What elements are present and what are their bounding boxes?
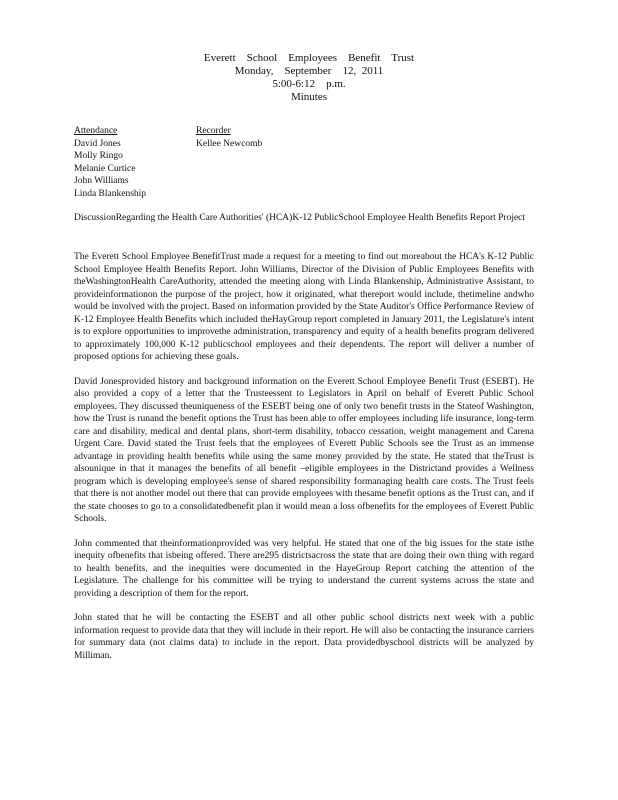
minutes-body bbox=[74, 251, 534, 674]
recorder-heading: Recorder bbox=[196, 126, 231, 136]
paragraph-next-steps: John stated that he will be contacting the ESEBT and all other public school districts next week with a public information request to provide data that they will include in their report. He will also be contacting the insurance carriers for summary data (not claims data) to include in the report. Data providedbyschool districts will be analyzed by Milliman. bbox=[74, 613, 534, 661]
attendee-name: John Williams bbox=[74, 176, 129, 186]
recorder-name: Kellee Newcomb bbox=[196, 138, 263, 149]
attendance-list bbox=[74, 125, 146, 200]
attendee-name: Melanie Curtice bbox=[74, 163, 136, 174]
header-minutes: Minutes bbox=[290, 91, 328, 103]
recorder-block bbox=[196, 125, 262, 150]
paragraph-history: David Jonesprovided history and background information on the Everett School Employee Benefit Trust (ESEBT). He also provided a copy of a letter that the Trusteessent to Legislators in April on behalf of Everett Public School employees. They discussed theuniqueness of the ESEBT being one of only two benefit trusts in the Stateof Washington, how the Trust is runand the benefit options the Trust has been able to offer employees including life insurance, long-term care and disability, medical and dental plans, short-term disability, tobacco cessation, weight management and Carena Urgent Care. David stated the Trust feels that the employees of Everett Public Schools see the Trust as an immense advantage in providing health benefits while using the same money provided by the state. He stated that theTrust is alsounique in that it manages the benefits of all benefit –eligible employees in the Districtand provides a Wellness program which is developing employee's sense of shared responsibility formanaging health care costs. The Trust feels that there is not another model out there that can provide employees with thesame benefit options as the Trust can, and if the state chooses to go to a consolidatedbenefit plan it would mean a loss ofbenefits for the employees of Everett Public Schools. bbox=[74, 376, 534, 524]
attendee-name: Linda Blankenship bbox=[74, 188, 147, 199]
document-header bbox=[0, 52, 618, 104]
paragraph-comments: John commented that theinformationprovided was very helpful. He stated that one of the big issues for the state isthe inequity ofbenefits that isbeing offered. There are295 districtsacross the state that are doing their own thing with regard to health benefits, and the inequities were documented in the HayeGroup Report catching the attention of the Legislature. The challenge for his committee will be trying to understand the current systems across the state and providing a description of them for the report. bbox=[74, 538, 534, 599]
attendee-name: David Jones bbox=[74, 138, 121, 149]
attendee-name: Molly Ringo bbox=[74, 151, 123, 161]
header-date: Monday, September 12, 2011 bbox=[234, 65, 384, 77]
header-title: Everett School Employees Benefit Trust bbox=[203, 52, 415, 64]
header-time: 5:00-6:12 p.m. bbox=[272, 78, 346, 90]
attendance-heading: Attendance bbox=[74, 126, 118, 136]
discussion-subject: DiscussionRegarding the Health Care Authorities' (HCA)K-12 PublicSchool Employee Health Benefits Report Project bbox=[74, 213, 526, 223]
paragraph-intro: The Everett School Employee BenefitTrust made a request for a meeting to find out moreabout the HCA's K-12 Public School Employee Health Benefits Report. John Williams, Director of the Division of Public Employees Benefits with theWashingtonHealth CareAuthority, attended the meeting along with Linda Blankenship, Administrative Assistant, to provideinformationon the purpose of the project, how it originated, what thereport would include, thetimeline andwho would be involved with the project. Based on information provided by the State Auditor's Office Performance Review of K-12 Employee Health Benefits which included theHayGroup report completed in January 2011, the Legislature's intent is to explore opportunities to improvethe administration, transparency and equity of a health benefits program delivered to approximately 100,000 K-12 publicschool employees and their dependents. The report will deliver a number of proposed options for achieving these goals. bbox=[74, 252, 534, 362]
